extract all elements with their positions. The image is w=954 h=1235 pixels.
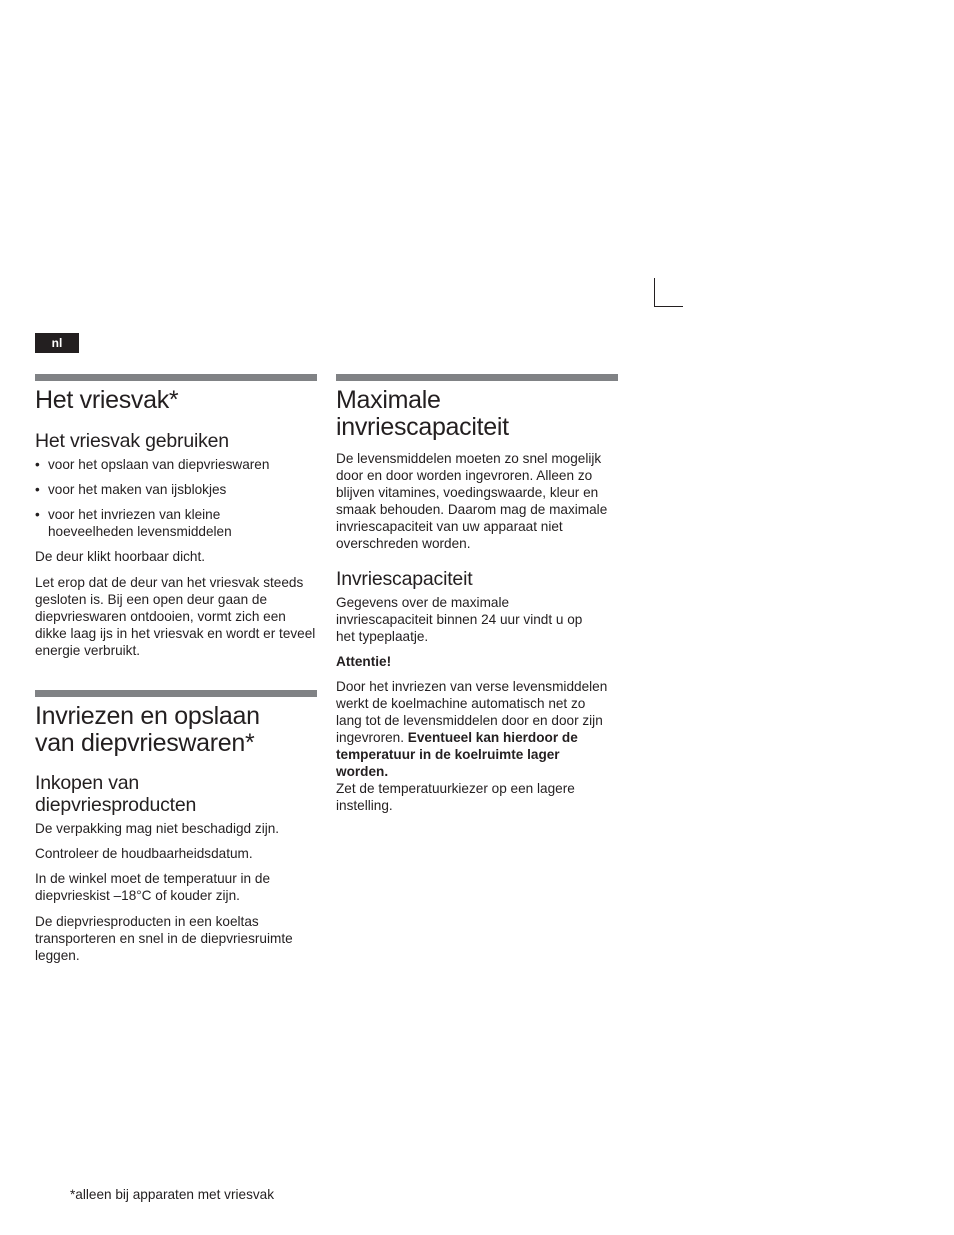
section-title-invriezen: Invriezen en opslaan van diepvrieswaren* [35,702,260,757]
list-item: • voor het invriezen van kleine hoeveelheden levensmiddelen [35,506,278,540]
paragraph: Zet de temperatuurkiezer op een lagere instelling. [336,781,575,813]
footnote: *alleen bij apparaten met vriesvak [70,1187,275,1202]
section-title-vriesvak: Het vriesvak* [35,386,179,414]
subtitle-vriesvak-gebruiken: Het vriesvak gebruiken [35,430,229,452]
crop-mark [654,278,683,307]
subtitle-invriescapaciteit: Invriescapaciteit [336,568,473,590]
right-column [336,374,618,814]
section-bar [336,374,618,381]
section-title-maximale: Maximale invriescapaciteit [336,386,509,441]
paragraph: Gegevens over de maximale invriescapaciteit binnen 24 uur vindt u op het typeplaatje. [336,595,583,644]
paragraph: In de winkel moet de temperatuur in de diepvrieskist –18°C of kouder zijn. [35,871,271,903]
attention-label: Attentie! [336,654,392,669]
paragraph: Let erop dat de deur van het vriesvak steeds gesloten is. Bij een open deur gaan de diepvrieswaren ontdooien, vormt zich een dikke laag ijs in het vriesvak en wordt er teveel energie verbruikt. [35,575,316,658]
language-tab: nl [35,333,79,353]
paragraph: Controleer de houdbaarheidsdatum. [35,846,253,861]
paragraph-normal: Door het invriezen van verse levensmiddelen werkt de koelmachine automatisch net zo lang tot de levensmiddelen door en door zijn ingevroren. [336,679,608,745]
subtitle-inkopen: Inkopen van diepvriesproducten [35,772,197,816]
paragraph-bold: Eventueel kan hierdoor de temperatuur in de koelruimte lager worden. [336,730,578,779]
list-item: • voor het opslaan van diepvrieswaren [35,456,317,473]
paragraph: De diepvriesproducten in een koeltas transporteren en snel in de diepvriesruimte leggen. [35,914,293,963]
paragraph [336,678,608,780]
left-column [35,374,317,964]
section-bar [35,690,317,697]
paragraph: De deur klikt hoorbaar dicht. [35,549,206,564]
paragraph: De verpakking mag niet beschadigd zijn. [35,821,280,836]
section-bar [35,374,317,381]
paragraph: De levensmiddelen moeten zo snel mogelijk door en door worden ingevroren. Alleen zo blijven vitamines, voedingswaarde, kleur en smaak behouden. Daarom mag de maximale invriescapaciteit van uw apparaat niet overschreden worden. [336,451,608,551]
usage-list [35,456,317,540]
list-item: • voor het maken van ijsblokjes [35,481,317,498]
